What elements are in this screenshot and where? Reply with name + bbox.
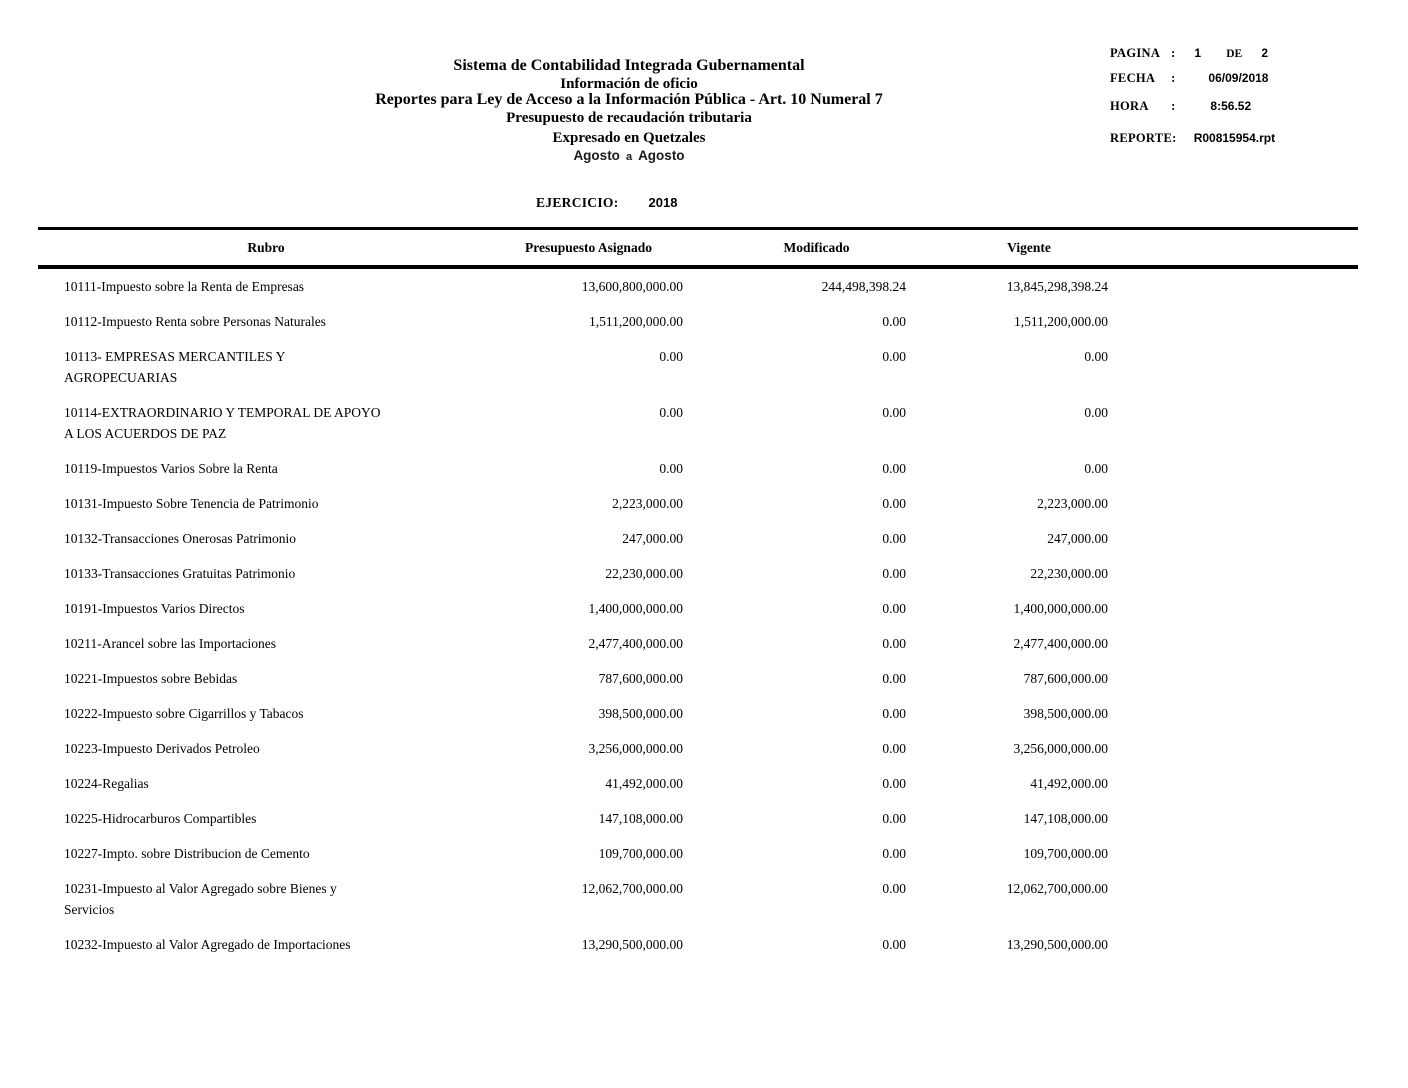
vigente-cell: 2,477,400,000.00 [1013,636,1108,651]
report-title-block [0,56,1258,166]
vigente-cell: 0.00 [1084,349,1108,364]
ejercicio-row [536,194,677,212]
vigente-cell: 13,845,298,398.24 [1006,279,1108,294]
table-row [38,521,1358,556]
modificado-cell: 0.00 [882,846,906,861]
table-row [38,269,1358,304]
subtitle-presupuesto: Presupuesto de recaudación tributaria [506,110,752,126]
rubro-cell: 10211-Arancel sobre las Importaciones [64,636,277,651]
table-row [38,696,1358,731]
table-row [38,339,1358,395]
rubro-cell: 10231-Impuesto al Valor Agregado sobre Bienes y Servicios [64,881,337,917]
asignado-cell: 787,600,000.00 [598,671,683,686]
vigente-cell: 1,511,200,000.00 [1014,314,1108,329]
hora-value: 8:56.52 [1210,99,1252,113]
table-row [38,801,1358,836]
modificado-cell: 0.00 [882,636,906,651]
table-row [38,591,1358,626]
column-header-rubro: Rubro [247,239,285,255]
period-range [0,147,1258,166]
rubro-cell: 10133-Transacciones Gratuitas Patrimonio [64,566,296,581]
meta-hora-row [1110,99,1251,114]
asignado-cell: 13,290,500,000.00 [581,937,683,952]
table-row [38,451,1358,486]
table-header-row [38,230,1358,265]
rubro-cell: 10119-Impuestos Varios Sobre la Renta [64,461,278,476]
asignado-cell: 3,256,000,000.00 [588,741,683,756]
table-row [38,836,1358,871]
total-pages-value: 2 [1261,46,1269,60]
asignado-cell: 2,477,400,000.00 [588,636,683,651]
table-row [38,661,1358,696]
table-row [38,731,1358,766]
column-header-vigente: Vigente [1007,239,1051,255]
modificado-cell: 0.00 [882,881,906,896]
modificado-cell: 0.00 [882,937,906,952]
asignado-cell: 0.00 [659,405,683,420]
vigente-cell: 0.00 [1084,405,1108,420]
pagina-label: PAGINA [1110,46,1161,60]
modificado-cell: 0.00 [882,741,906,756]
asignado-cell: 0.00 [659,349,683,364]
table-row [38,556,1358,591]
table-row [38,486,1358,521]
asignado-cell: 13,600,800,000.00 [581,279,683,294]
table-row [38,395,1358,451]
vigente-cell: 247,000.00 [1047,531,1108,546]
fecha-label: FECHA [1110,71,1156,85]
meta-pagina-row [1110,46,1268,61]
subtitle-informacion: Información de oficio [560,76,698,92]
fecha-value: 06/09/2018 [1208,71,1269,85]
column-header-asignado: Presupuesto Asignado [525,239,652,255]
modificado-cell: 0.00 [882,776,906,791]
rubro-cell: 10225-Hidrocarburos Compartibles [64,811,257,826]
modificado-cell: 0.00 [882,671,906,686]
modificado-cell: 0.00 [882,531,906,546]
vigente-cell: 41,492,000.00 [1030,776,1108,791]
pagina-colon: : [1171,46,1176,60]
table-row [38,927,1358,962]
modificado-cell: 0.00 [882,566,906,581]
vigente-cell: 0.00 [1084,461,1108,476]
table-body [38,269,1358,962]
pagina-value: 1 [1194,46,1202,60]
reporte-label: REPORTE: [1110,131,1177,145]
vigente-cell: 13,290,500,000.00 [1006,937,1108,952]
ejercicio-label: EJERCICIO: [536,195,619,210]
rubro-cell: 10191-Impuestos Varios Directos [64,601,245,616]
modificado-cell: 0.00 [882,706,906,721]
ejercicio-value: 2018 [648,195,678,210]
rubro-cell: 10221-Impuestos sobre Bebidas [64,671,238,686]
modificado-cell: 0.00 [882,601,906,616]
budget-table [38,227,1358,962]
hora-colon: : [1171,99,1176,113]
hora-label: HORA [1110,99,1149,113]
modificado-cell: 0.00 [882,461,906,476]
asignado-cell: 398,500,000.00 [598,706,683,721]
rubro-cell: 10232-Impuesto al Valor Agregado de Importaciones [64,937,351,952]
vigente-cell: 22,230,000.00 [1030,566,1108,581]
system-title: Sistema de Contabilidad Integrada Gubernamental [453,57,805,74]
period-to: Agosto [638,148,685,163]
asignado-cell: 247,000.00 [622,531,683,546]
table-row [38,766,1358,801]
meta-reporte-row [1110,131,1275,146]
asignado-cell: 147,108,000.00 [598,811,683,826]
vigente-cell: 147,108,000.00 [1023,811,1108,826]
rubro-cell: 10112-Impuesto Renta sobre Personas Naturales [64,314,326,329]
rubro-cell: 10224-Regalias [64,776,149,791]
rubro-cell: 10223-Impuesto Derivados Petroleo [64,741,260,756]
vigente-cell: 12,062,700,000.00 [1006,881,1108,896]
vigente-cell: 2,223,000.00 [1037,496,1108,511]
meta-fecha-row [1110,71,1268,86]
modificado-cell: 244,498,398.24 [821,279,906,294]
asignado-cell: 0.00 [659,461,683,476]
subtitle-moneda: Expresado en Quetzales [552,130,706,146]
vigente-cell: 398,500,000.00 [1023,706,1108,721]
modificado-cell: 0.00 [882,405,906,420]
vigente-cell: 1,400,000,000.00 [1013,601,1108,616]
vigente-cell: 3,256,000,000.00 [1013,741,1108,756]
asignado-cell: 109,700,000.00 [598,846,683,861]
rubro-cell: 10132-Transacciones Onerosas Patrimonio [64,531,296,546]
vigente-cell: 787,600,000.00 [1023,671,1108,686]
vigente-cell: 109,700,000.00 [1023,846,1108,861]
asignado-cell: 2,223,000.00 [612,496,683,511]
rubro-cell: 10227-Impto. sobre Distribucion de Cemento [64,846,310,861]
asignado-cell: 12,062,700,000.00 [581,881,683,896]
modificado-cell: 0.00 [882,349,906,364]
rubro-cell: 10222-Impuesto sobre Cigarrillos y Tabacos [64,706,304,721]
asignado-cell: 1,511,200,000.00 [589,314,683,329]
subtitle-ley-acceso: Reportes para Ley de Acceso a la Información Pública - Art. 10 Numeral 7 [375,91,883,108]
period-separator: a [625,151,633,163]
table-row [38,304,1358,339]
period-from: Agosto [573,148,620,163]
rubro-cell: 10111-Impuesto sobre la Renta de Empresas [64,279,305,294]
modificado-cell: 0.00 [882,496,906,511]
table-row [38,626,1358,661]
table-row [38,871,1358,927]
asignado-cell: 41,492,000.00 [605,776,683,791]
rubro-cell: 10131-Impuesto Sobre Tenencia de Patrimonio [64,496,319,511]
modificado-cell: 0.00 [882,811,906,826]
asignado-cell: 1,400,000,000.00 [588,601,683,616]
fecha-colon: : [1171,71,1176,85]
rubro-cell: 10114-EXTRAORDINARIO Y TEMPORAL DE APOYO A LOS ACUERDOS DE PAZ [64,405,381,441]
rubro-cell: 10113- EMPRESAS MERCANTILES Y AGROPECUARIAS [64,349,285,385]
reporte-value: R00815954.rpt [1193,131,1276,145]
modificado-cell: 0.00 [882,314,906,329]
asignado-cell: 22,230,000.00 [605,566,683,581]
column-header-modificado: Modificado [783,239,850,255]
de-label: DE [1226,48,1243,60]
